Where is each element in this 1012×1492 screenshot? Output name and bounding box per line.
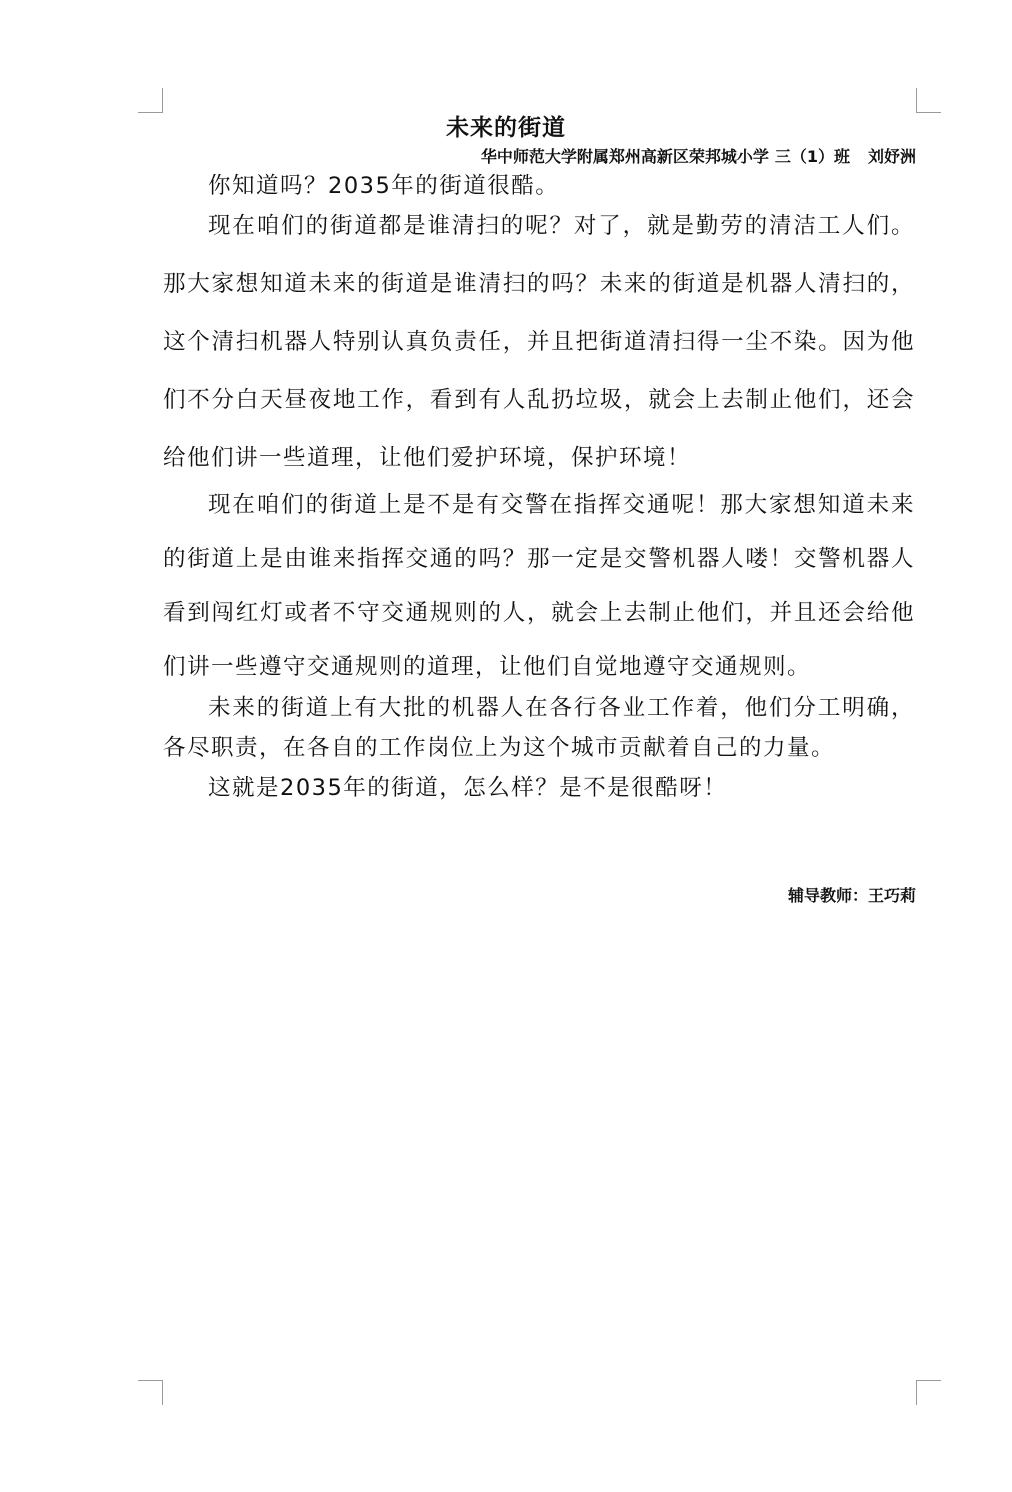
document-title: 未来的街道 [446, 115, 566, 141]
paragraph-4: 未来的街道上有大批的机器人在各行各业工作着，他们分工明确，各尽职责，在各自的工作岗位上为这个城市贡献着自己的力量。 [163, 695, 915, 761]
paragraph-1: 你知道吗？2035年的街道很酷。 [208, 173, 560, 199]
tutor-credit: 辅导教师：王巧莉 [787, 886, 916, 905]
crop-mark-top-left [138, 88, 163, 113]
crop-mark-bottom-right [916, 1380, 941, 1405]
paragraph-3: 现在咱们的街道上是不是有交警在指挥交通呢！那大家想知道未来的街道上是由谁来指挥交通的吗？那一定是交警机器人喽！交警机器人看到闯红灯或者不守交通规则的人，就会上去制止他们，并且还会给他们讲一些遵守交通规则的道理，让他们自觉地遵守交通规则。 [163, 492, 915, 680]
essay-body [163, 167, 915, 808]
paragraph-2: 现在咱们的街道都是谁清扫的呢？对了，就是勤劳的清洁工人们。那大家想知道未来的街道是谁清扫的吗？未来的街道是机器人清扫的，这个清扫机器人特别认真负责任，并且把街道清扫得一尘不染。因为他们不分白天昼夜地工作，看到有人乱扔垃圾，就会上去制止他们，还会给他们讲一些道理，让他们爱护环境，保护环境！ [163, 213, 915, 471]
school-name: 华中师范大学附属郑州高新区荣邦城小学 [480, 147, 769, 166]
author-byline [481, 145, 916, 169]
crop-mark-top-right [916, 88, 941, 113]
class-name: 三（1）班 [774, 147, 850, 166]
paragraph-5: 这就是2035年的街道，怎么样？是不是很酷呀！ [208, 775, 728, 801]
student-name: 刘妤洲 [867, 147, 916, 166]
crop-mark-bottom-left [138, 1380, 163, 1405]
